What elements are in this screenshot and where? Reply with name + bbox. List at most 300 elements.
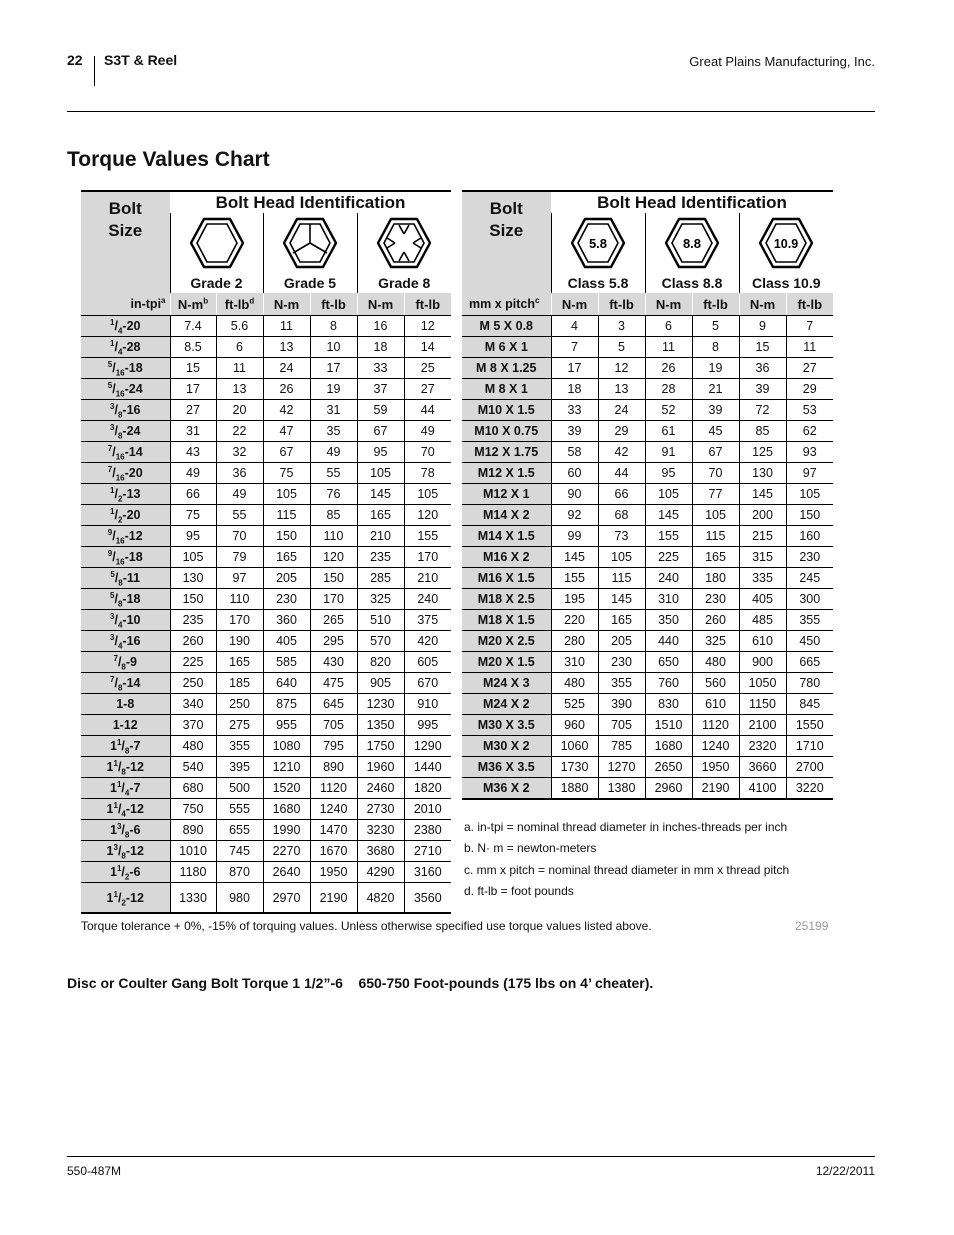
torque-value-cell: 55: [216, 505, 263, 526]
svg-text:10.9: 10.9: [774, 237, 799, 251]
inch-torque-table: [81, 190, 451, 914]
torque-value-cell: 19: [310, 379, 357, 400]
bolt-size-cell: $1^1/_4-12$: [81, 799, 170, 820]
torque-value-cell: 275: [216, 715, 263, 736]
torque-value-cell: 1510: [645, 715, 692, 736]
torque-value-cell: 37: [357, 379, 404, 400]
torque-value-cell: 1150: [739, 694, 786, 715]
torque-value-cell: 67: [692, 442, 739, 463]
bolt-size-cell: $^7/_{16}-14$: [81, 442, 170, 463]
torque-value-cell: 260: [170, 631, 216, 652]
torque-value-cell: 220: [551, 610, 598, 631]
torque-value-cell: 95: [645, 463, 692, 484]
torque-value-cell: 155: [404, 526, 451, 547]
torque-value-cell: 8: [692, 337, 739, 358]
torque-value-cell: 17: [310, 358, 357, 379]
torque-value-cell: 17: [551, 358, 598, 379]
bolt-size-cell: $^3/_4-10$: [81, 610, 170, 631]
bolt-size-header: Bolt Size: [462, 191, 551, 293]
torque-value-cell: 560: [692, 673, 739, 694]
torque-value-cell: 26: [645, 358, 692, 379]
torque-value-cell: 8.5: [170, 337, 216, 358]
table-row: [81, 526, 451, 547]
table-row: [462, 610, 833, 631]
table-row: [81, 841, 451, 862]
torque-value-cell: 480: [170, 736, 216, 757]
bolt-size-cell: $^5/_8-18$: [81, 589, 170, 610]
table-row: [81, 589, 451, 610]
torque-value-cell: 1880: [551, 778, 598, 800]
torque-value-cell: 200: [739, 505, 786, 526]
torque-value-cell: 655: [216, 820, 263, 841]
metric-torque-table: [462, 190, 833, 800]
torque-value-cell: 1680: [263, 799, 310, 820]
torque-value-cell: 97: [216, 568, 263, 589]
table-row: [462, 757, 833, 778]
bolt-size-cell: M10 X 1.5: [462, 400, 551, 421]
torque-value-cell: 97: [786, 463, 833, 484]
torque-value-cell: 66: [598, 484, 645, 505]
bolt-size-cell: $^3/_4-16$: [81, 631, 170, 652]
table-row: [462, 463, 833, 484]
torque-value-cell: 44: [404, 400, 451, 421]
torque-value-cell: 32: [216, 442, 263, 463]
unit-header: ft-lb: [310, 293, 357, 316]
torque-value-cell: 85: [739, 421, 786, 442]
torque-value-cell: 49: [404, 421, 451, 442]
bolt-size-cell: M18 X 2.5: [462, 589, 551, 610]
table-row: [81, 442, 451, 463]
grade-label: Grade 2: [170, 273, 263, 293]
torque-value-cell: 33: [357, 358, 404, 379]
bolt-size-cell: M12 X 1.75: [462, 442, 551, 463]
bolt-size-cell: M36 X 2: [462, 778, 551, 800]
torque-value-cell: 235: [357, 547, 404, 568]
unit-header: $ft-lb^d$: [216, 293, 263, 316]
unit-header: ft-lb: [692, 293, 739, 316]
torque-value-cell: 310: [645, 589, 692, 610]
torque-value-cell: 72: [739, 400, 786, 421]
torque-value-cell: 11: [645, 337, 692, 358]
torque-value-cell: 3220: [786, 778, 833, 800]
size-unit-header: in-tpi$^a$: [81, 293, 170, 316]
document-number: 550-487M: [67, 1164, 122, 1178]
table-row: [462, 337, 833, 358]
header-divider: [94, 56, 95, 86]
torque-value-cell: 820: [357, 652, 404, 673]
torque-value-cell: 79: [216, 547, 263, 568]
torque-value-cell: 115: [263, 505, 310, 526]
torque-value-cell: 205: [598, 631, 645, 652]
torque-value-cell: 13: [216, 379, 263, 400]
bolt-size-cell: 1-8: [81, 694, 170, 715]
torque-value-cell: 2960: [645, 778, 692, 800]
table-row: [81, 568, 451, 589]
torque-value-cell: 150: [263, 526, 310, 547]
torque-value-cell: 78: [404, 463, 451, 484]
bolt-size-cell: $^3/_8-24$: [81, 421, 170, 442]
bolt-size-cell: $^5/_{16}-18$: [81, 358, 170, 379]
torque-value-cell: 170: [310, 589, 357, 610]
torque-value-cell: 145: [739, 484, 786, 505]
table-row: [462, 379, 833, 400]
torque-value-cell: 2970: [263, 883, 310, 914]
torque-value-cell: 440: [645, 631, 692, 652]
torque-value-cell: 1180: [170, 862, 216, 883]
torque-value-cell: 230: [263, 589, 310, 610]
table-row: [81, 400, 451, 421]
table-row: [81, 316, 451, 337]
bolt-size-cell: $1^1/_2-12$: [81, 883, 170, 914]
table-row: [462, 631, 833, 652]
torque-value-cell: 995: [404, 715, 451, 736]
torque-value-cell: 120: [404, 505, 451, 526]
torque-value-cell: 130: [739, 463, 786, 484]
torque-value-cell: 480: [692, 652, 739, 673]
torque-value-cell: 1520: [263, 778, 310, 799]
torque-value-cell: 93: [786, 442, 833, 463]
torque-value-cell: 6: [645, 316, 692, 337]
torque-value-cell: 42: [263, 400, 310, 421]
torque-value-cell: 2270: [263, 841, 310, 862]
torque-value-cell: 39: [692, 400, 739, 421]
table-row: [81, 820, 451, 841]
torque-value-cell: 95: [170, 526, 216, 547]
torque-value-cell: 105: [263, 484, 310, 505]
torque-value-cell: 750: [170, 799, 216, 820]
torque-value-cell: 2100: [739, 715, 786, 736]
bolt-size-cell: M16 X 1.5: [462, 568, 551, 589]
torque-value-cell: 1820: [404, 778, 451, 799]
class-label: Class 5.8: [551, 273, 645, 293]
torque-value-cell: 250: [216, 694, 263, 715]
unit-header: ft-lb: [786, 293, 833, 316]
torque-value-cell: 795: [310, 736, 357, 757]
torque-value-cell: 13: [263, 337, 310, 358]
bolt-size-cell: M 6 X 1: [462, 337, 551, 358]
torque-value-cell: 33: [551, 400, 598, 421]
torque-value-cell: 350: [645, 610, 692, 631]
torque-value-cell: 2320: [739, 736, 786, 757]
bolt-size-cell: M14 X 2: [462, 505, 551, 526]
torque-value-cell: 1050: [739, 673, 786, 694]
torque-value-cell: 165: [216, 652, 263, 673]
torque-value-cell: 195: [551, 589, 598, 610]
torque-value-cell: 36: [216, 463, 263, 484]
torque-value-cell: 900: [739, 652, 786, 673]
table-row: [81, 736, 451, 757]
torque-value-cell: 170: [404, 547, 451, 568]
torque-value-cell: 430: [310, 652, 357, 673]
torque-value-cell: 980: [216, 883, 263, 914]
torque-value-cell: 475: [310, 673, 357, 694]
torque-value-cell: 35: [310, 421, 357, 442]
table-row: [462, 778, 833, 800]
torque-value-cell: 1120: [310, 778, 357, 799]
table-row: [81, 715, 451, 736]
torque-value-cell: 2730: [357, 799, 404, 820]
torque-value-cell: 185: [216, 673, 263, 694]
torque-value-cell: 170: [216, 610, 263, 631]
table-row: [81, 505, 451, 526]
bolt-size-cell: M12 X 1.5: [462, 463, 551, 484]
table-row: [81, 610, 451, 631]
torque-value-cell: 610: [739, 631, 786, 652]
torque-value-cell: 780: [786, 673, 833, 694]
bolt-size-cell: $^9/_{16}-12$: [81, 526, 170, 547]
torque-value-cell: 11: [786, 337, 833, 358]
torque-value-cell: 2650: [645, 757, 692, 778]
torque-value-cell: 500: [216, 778, 263, 799]
torque-value-cell: 1680: [645, 736, 692, 757]
torque-value-cell: 165: [598, 610, 645, 631]
torque-value-cell: 210: [357, 526, 404, 547]
torque-value-cell: 9: [739, 316, 786, 337]
unit-header: N-m: [645, 293, 692, 316]
document-title: S3T & Reel: [104, 52, 178, 68]
company-name: Great Plains Manufacturing, Inc.: [689, 54, 875, 69]
class-label: Class 8.8: [645, 273, 739, 293]
bolt-size-cell: M10 X 0.75: [462, 421, 551, 442]
torque-value-cell: 155: [551, 568, 598, 589]
bolt-size-cell: M18 X 1.5: [462, 610, 551, 631]
torque-value-cell: 1440: [404, 757, 451, 778]
torque-value-cell: 110: [310, 526, 357, 547]
torque-value-cell: 2460: [357, 778, 404, 799]
torque-value-cell: 325: [692, 631, 739, 652]
torque-value-cell: 10: [310, 337, 357, 358]
table-row: [81, 799, 451, 820]
torque-value-cell: 960: [551, 715, 598, 736]
torque-value-cell: 22: [216, 421, 263, 442]
footnote-a: a. in-tpi = nominal thread diameter in inches-threads per inch: [464, 820, 788, 834]
torque-value-cell: 68: [598, 505, 645, 526]
torque-value-cell: 875: [263, 694, 310, 715]
torque-value-cell: 2640: [263, 862, 310, 883]
torque-value-cell: 7.4: [170, 316, 216, 337]
torque-value-cell: 90: [551, 484, 598, 505]
torque-value-cell: 3230: [357, 820, 404, 841]
torque-value-cell: 540: [170, 757, 216, 778]
torque-value-cell: 245: [786, 568, 833, 589]
footnotes: [464, 820, 834, 905]
unit-header: $N-m^b$: [170, 293, 216, 316]
torque-value-cell: 705: [598, 715, 645, 736]
torque-value-cell: 215: [739, 526, 786, 547]
torque-value-cell: 785: [598, 736, 645, 757]
torque-value-cell: 165: [357, 505, 404, 526]
torque-value-cell: 58: [551, 442, 598, 463]
torque-value-cell: 105: [404, 484, 451, 505]
torque-value-cell: 29: [598, 421, 645, 442]
hexagon-six-lines-icon: [358, 216, 452, 270]
torque-value-cell: 19: [692, 358, 739, 379]
bolt-size-cell: $^1/_4-28$: [81, 337, 170, 358]
torque-value-cell: 890: [310, 757, 357, 778]
torque-value-cell: 1960: [357, 757, 404, 778]
grade-5-cell: [263, 213, 357, 273]
unit-header: ft-lb: [404, 293, 451, 316]
bolt-size-cell: $1^1/_2-6$: [81, 862, 170, 883]
bolt-head-id-header: Bolt Head Identification: [170, 191, 451, 213]
torque-value-cell: 1710: [786, 736, 833, 757]
bolt-size-cell: $^1/_2-20$: [81, 505, 170, 526]
torque-value-cell: 8: [310, 316, 357, 337]
torque-value-cell: 26: [263, 379, 310, 400]
hexagon-8.8-icon: [646, 216, 739, 270]
torque-value-cell: 760: [645, 673, 692, 694]
table-row: [81, 358, 451, 379]
torque-value-cell: 44: [598, 463, 645, 484]
torque-value-cell: 165: [692, 547, 739, 568]
torque-value-cell: 555: [216, 799, 263, 820]
torque-value-cell: 28: [645, 379, 692, 400]
torque-value-cell: 525: [551, 694, 598, 715]
torque-value-cell: 1990: [263, 820, 310, 841]
torque-value-cell: 670: [404, 673, 451, 694]
bolt-size-cell: M12 X 1: [462, 484, 551, 505]
table-row: [462, 358, 833, 379]
torque-value-cell: 66: [170, 484, 216, 505]
torque-value-cell: 230: [786, 547, 833, 568]
torque-value-cell: 1950: [692, 757, 739, 778]
torque-value-cell: 1950: [310, 862, 357, 883]
torque-value-cell: 1080: [263, 736, 310, 757]
torque-value-cell: 92: [551, 505, 598, 526]
unit-header: N-m: [263, 293, 310, 316]
torque-value-cell: 310: [551, 652, 598, 673]
torque-value-cell: 115: [692, 526, 739, 547]
torque-value-cell: 585: [263, 652, 310, 673]
table-row: [81, 421, 451, 442]
torque-value-cell: 4820: [357, 883, 404, 914]
torque-value-cell: 3560: [404, 883, 451, 914]
bolt-size-cell: $^1/_2-13$: [81, 484, 170, 505]
bolt-size-cell: $^5/_{16}-24$: [81, 379, 170, 400]
table-row: [462, 652, 833, 673]
class-8.8-cell: [645, 213, 739, 273]
torque-value-cell: 2380: [404, 820, 451, 841]
torque-value-cell: 99: [551, 526, 598, 547]
torque-value-cell: 29: [786, 379, 833, 400]
torque-value-cell: 145: [551, 547, 598, 568]
torque-value-cell: 47: [263, 421, 310, 442]
torque-value-cell: 705: [310, 715, 357, 736]
header-rule: [67, 111, 875, 112]
torque-value-cell: 21: [692, 379, 739, 400]
torque-value-cell: 60: [551, 463, 598, 484]
table-row: [81, 778, 451, 799]
torque-value-cell: 605: [404, 652, 451, 673]
table-row: [81, 652, 451, 673]
hexagon-5.8-icon: [552, 216, 645, 270]
torque-value-cell: 160: [786, 526, 833, 547]
torque-value-cell: 335: [739, 568, 786, 589]
grade-2-cell: [170, 213, 263, 273]
class-label: Class 10.9: [739, 273, 833, 293]
torque-value-cell: 49: [170, 463, 216, 484]
bolt-size-cell: $1^1/_4-7$: [81, 778, 170, 799]
document-date: 12/22/2011: [815, 1164, 875, 1178]
torque-value-cell: 91: [645, 442, 692, 463]
torque-value-cell: 235: [170, 610, 216, 631]
torque-value-cell: 70: [692, 463, 739, 484]
torque-value-cell: 3160: [404, 862, 451, 883]
torque-value-cell: 45: [692, 421, 739, 442]
bolt-head-id-header: Bolt Head Identification: [551, 191, 833, 213]
torque-value-cell: 390: [598, 694, 645, 715]
torque-value-cell: 145: [645, 505, 692, 526]
torque-value-cell: 2190: [692, 778, 739, 800]
torque-value-cell: 1550: [786, 715, 833, 736]
figure-number: 25199: [795, 919, 829, 933]
svg-text:8.8: 8.8: [682, 236, 702, 251]
torque-value-cell: 1240: [692, 736, 739, 757]
hexagon-10.9-icon: [740, 216, 834, 270]
torque-value-cell: 870: [216, 862, 263, 883]
torque-value-cell: 1270: [598, 757, 645, 778]
torque-value-cell: 1670: [310, 841, 357, 862]
torque-value-cell: 31: [170, 421, 216, 442]
torque-value-cell: 130: [170, 568, 216, 589]
bolt-size-cell: M20 X 2.5: [462, 631, 551, 652]
torque-value-cell: 55: [310, 463, 357, 484]
table-row: [462, 505, 833, 526]
unit-header: N-m: [357, 293, 404, 316]
torque-value-cell: 1330: [170, 883, 216, 914]
torque-value-cell: 105: [598, 547, 645, 568]
table-row: [81, 631, 451, 652]
torque-value-cell: 205: [263, 568, 310, 589]
torque-value-cell: 27: [170, 400, 216, 421]
torque-value-cell: 1290: [404, 736, 451, 757]
torque-value-cell: 480: [551, 673, 598, 694]
torque-value-cell: 4100: [739, 778, 786, 800]
torque-value-cell: 4: [551, 316, 598, 337]
table-row: [462, 316, 833, 337]
table-row: [462, 526, 833, 547]
table-row: [81, 673, 451, 694]
torque-value-cell: 18: [551, 379, 598, 400]
torque-value-cell: 610: [692, 694, 739, 715]
torque-value-cell: 250: [170, 673, 216, 694]
torque-value-cell: 145: [598, 589, 645, 610]
torque-value-cell: 845: [786, 694, 833, 715]
torque-value-cell: 450: [786, 631, 833, 652]
grade-label: Grade 5: [263, 273, 357, 293]
torque-value-cell: 62: [786, 421, 833, 442]
bolt-size-cell: M 8 X 1: [462, 379, 551, 400]
torque-value-cell: 955: [263, 715, 310, 736]
torque-value-cell: 240: [645, 568, 692, 589]
table-row: [462, 715, 833, 736]
torque-tolerance-note: Torque tolerance + 0%, -15% of torquing values. Unless otherwise specified use torque values listed above.: [81, 919, 652, 933]
bolt-size-cell: M30 X 3.5: [462, 715, 551, 736]
torque-value-cell: 12: [598, 358, 645, 379]
table-row: [81, 547, 451, 568]
unit-header: N-m: [551, 293, 598, 316]
torque-value-cell: 1730: [551, 757, 598, 778]
table-row: [462, 547, 833, 568]
bolt-size-cell: M14 X 1.5: [462, 526, 551, 547]
torque-value-cell: 190: [216, 631, 263, 652]
torque-value-cell: 49: [216, 484, 263, 505]
bolt-size-cell: M24 X 3: [462, 673, 551, 694]
torque-value-cell: 240: [404, 589, 451, 610]
table-row: [81, 757, 451, 778]
torque-value-cell: 85: [310, 505, 357, 526]
torque-value-cell: 570: [357, 631, 404, 652]
